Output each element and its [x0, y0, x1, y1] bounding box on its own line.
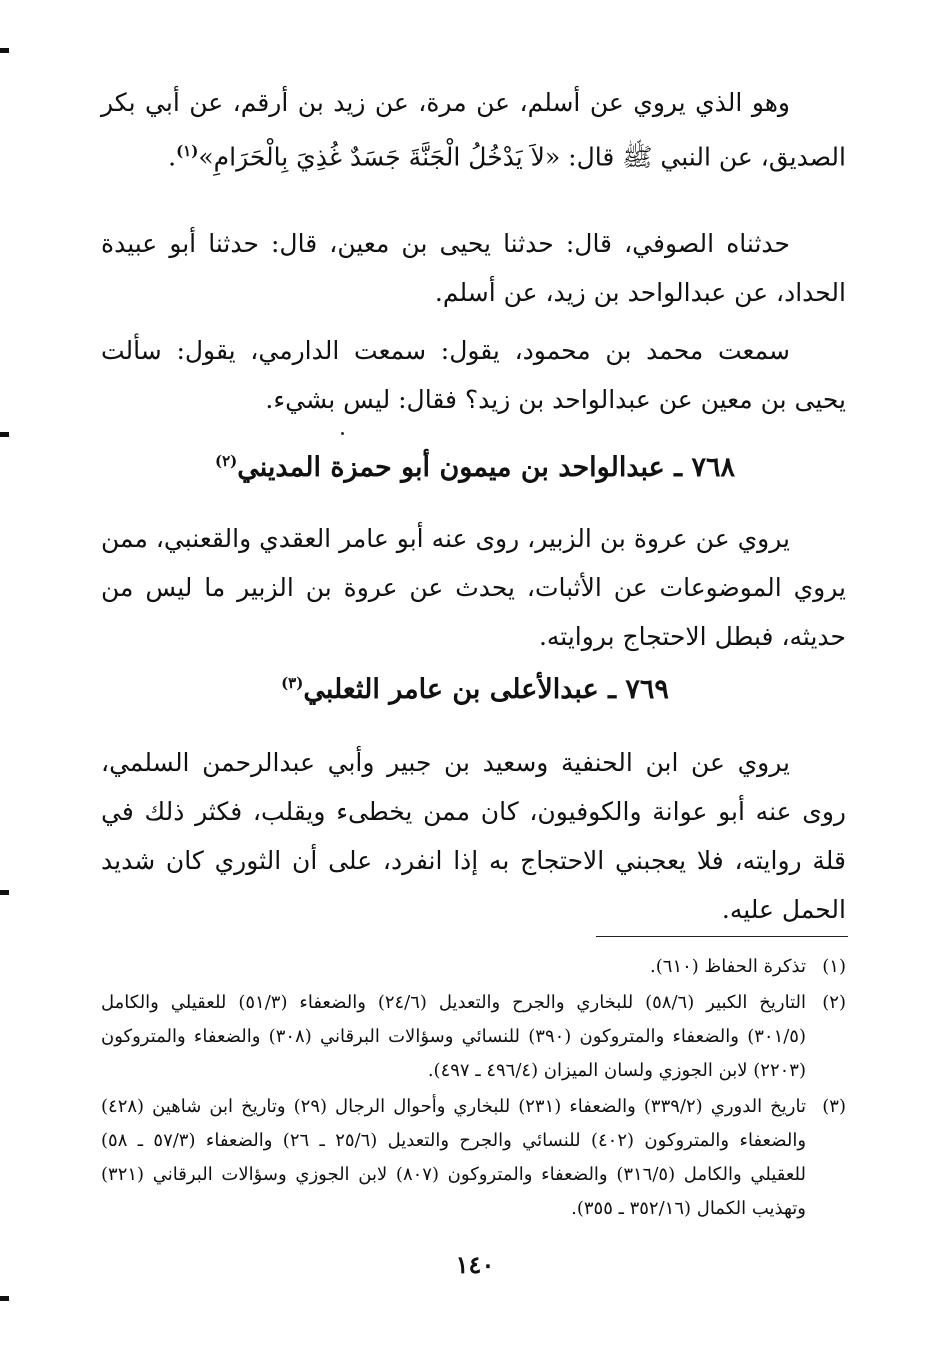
scan-edge-mark — [0, 48, 9, 53]
footnotes — [101, 950, 846, 1228]
paragraph-opinion: سمعت محمد بن محمود، يقول: سمعت الدارمي، يقول: سألت يحيى بن معين عن عبدالواحد بن زيد؟ فقال: ليس بشيء. — [101, 336, 846, 414]
scan-edge-mark — [0, 432, 9, 437]
scan-edge-mark — [0, 890, 9, 895]
footnote-ref: (٣) — [281, 674, 304, 692]
page-number: ١٤٠ — [455, 1250, 495, 1279]
continued-entry-chain — [101, 219, 846, 317]
paragraph-hadith — [101, 78, 846, 181]
footnote-number: (٣) — [822, 1096, 846, 1117]
paragraph-entry-769: يروي عن ابن الحنفية وسعيد بن جبير وأبي عبدالرحمن السلمي، روى عنه أبو عوانة والكوفيون، كان ممن يخطىء ويقلب، فكثر ذلك في قلة روايته، فلا يعجبني الاحتجاج به إذا انفرد، على أن الثوري كان شديد الحمل عليه. — [101, 748, 846, 924]
footnote-text: تذكرة الحفاظ (٦١٠). — [650, 956, 806, 977]
heading-text: ٧٦٩ ـ عبدالأعلى بن عامر الثعلبي — [303, 674, 669, 705]
heading-text: ٧٦٨ ـ عبدالواحد بن ميمون أبو حمزة المديني — [237, 452, 736, 483]
footnote-text: التاريخ الكبير (٥٨/٦) للبخاري والجرح والتعديل (٢٤/٦) والضعفاء (٥١/٣) للعقيلي والكامل (٣٠١/٥) والضعفاء والمتروكون (٣٩٠) للنسائي وسؤالات البرقاني (٣٠٨) والضعفاء والمتروكون (٢٢٠٣) لابن الجوزي ولسان الميزان (٤٩٦/٤ ـ ٤٩٧). — [101, 992, 807, 1081]
footnote-ref: (١) — [176, 142, 199, 160]
paragraph-entry-768: يروي عن عروة بن الزبير، روى عنه أبو عامر العقدي والقعنبي، ممن يروي الموضوعات عن الأثبات، يحدث عن عروة بن الزبير ما ليس من حديثه، فبطل الاحتجاج بروايته. — [101, 524, 846, 651]
footnote-1 — [101, 950, 846, 984]
paragraph-end: . — [168, 142, 177, 172]
scan-edge-mark — [0, 1296, 9, 1301]
entry-body-769 — [101, 738, 846, 934]
entry-body-768 — [101, 514, 846, 661]
footnote-text: تاريخ الدوري (٣٣٩/٢) والضعفاء (٢٣١) للبخاري وأحوال الرجال (٢٩) وتاريخ ابن شاهين (٤٢٨) والضعفاء والمتروكون (٤٠٢) للنسائي والجرح والتعديل (٢٥/٦ ـ ٢٦) والضعفاء (٥٧/٣ ـ ٥٨) للعقيلي والكامل (٣١٦/٥) والضعفاء والمتروكون (٨٠٧) لابن الجوزي وسؤالات البرقاني (٣٢١) وتهذيب الكمال (٣٥٢/١٦ ـ ٣٥٥). — [101, 1096, 807, 1219]
footnote-ref: (٢) — [214, 452, 238, 470]
footnote-3 — [101, 1090, 846, 1226]
footnote-number: (٢) — [822, 992, 846, 1013]
continued-entry-opinion — [101, 326, 846, 424]
paragraph-text: وهو الذي يروي عن أسلم، عن مرة، عن زيد بن أرقم، عن أبي بكر الصديق، عن النبي ﷺ قال: «لاَ يَدْخُلُ الْجَنَّةَ جَسَدٌ غُذِيَ بِالْحَرَامِ» — [101, 88, 846, 172]
paragraph-chain: حدثناه الصوفي، قال: حدثنا يحيى بن معين، قال: حدثنا أبو عبيدة الحداد، عن عبدالواحد بن زيد، عن أسلم. — [101, 229, 846, 307]
entry-heading-768 — [0, 452, 950, 483]
footnote-number: (١) — [822, 956, 846, 977]
entry-heading-769 — [0, 674, 950, 705]
footnote-2 — [101, 986, 846, 1088]
continued-entry — [101, 78, 846, 181]
scan-speck — [341, 432, 344, 435]
footnote-separator — [596, 936, 848, 937]
